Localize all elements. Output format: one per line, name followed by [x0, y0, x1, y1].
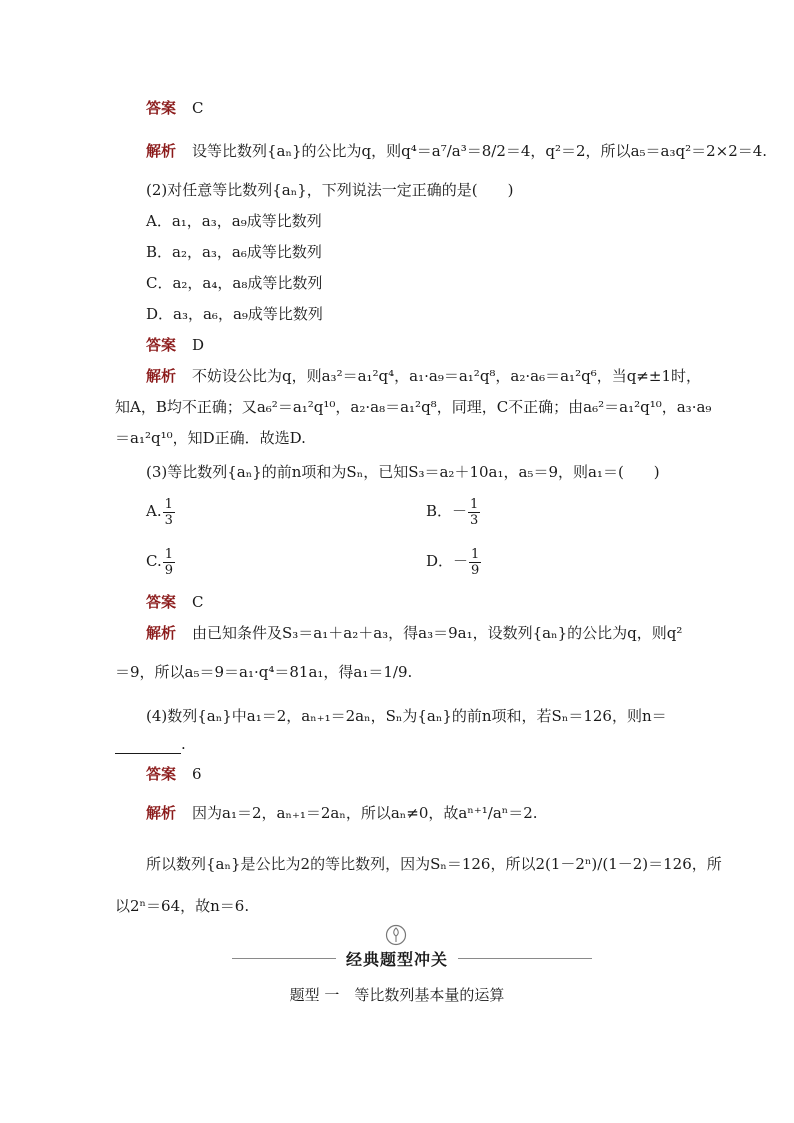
analysis-label: 解析 — [146, 804, 177, 822]
answer-line-4 — [146, 764, 202, 784]
blank-line — [115, 739, 181, 754]
banner-text: 经典题型冲关 — [336, 950, 458, 969]
analysis-line-2a — [146, 366, 701, 386]
denominator: 3 — [164, 512, 173, 528]
section-emblem-icon — [385, 924, 407, 946]
analysis-line-3b: ＝9，所以a₅＝9＝a₁·q⁴＝81a₁，得a₁＝1/9. — [115, 663, 413, 681]
option-fraction — [468, 497, 480, 528]
question-3-option-b — [426, 490, 481, 532]
question-3-stem: (3)等比数列{aₙ}的前n项和为Sₙ，已知S₃＝a₂＋10a₁，a₅＝9，则a₁＝( ) — [146, 463, 660, 481]
denominator: 9 — [164, 562, 173, 578]
analysis-text: 因为a₁＝2，aₙ₊₁＝2aₙ，所以aₙ≠0，故aⁿ⁺¹/aⁿ＝2. — [192, 804, 538, 822]
answer-line-2 — [146, 335, 204, 355]
analysis-line-2c: ＝a₁²q¹⁰，知D正确．故选D. — [115, 429, 306, 447]
analysis-text: 由已知条件及S₃＝a₁＋a₂＋a₃，得a₃＝9a₁，设数列{aₙ}的公比为q，则q² — [192, 624, 683, 642]
answer-label: 答案 — [146, 99, 177, 117]
question-2-option-a: A．a₁，a₃，a₉成等比数列 — [146, 212, 322, 230]
question-3-option-d — [426, 540, 482, 582]
section-banner-title — [0, 947, 794, 970]
option-label: A. — [146, 502, 162, 520]
answer-blank: . — [115, 734, 186, 754]
question-2-option-b: B．a₂，a₃，a₆成等比数列 — [146, 243, 322, 261]
numerator: 1 — [470, 496, 479, 512]
numerator: 1 — [164, 546, 173, 562]
analysis-line-4c: 以2ⁿ＝64，故n＝6. — [115, 897, 250, 915]
answer-line-3 — [146, 592, 204, 612]
section-topic: 题型 一 等比数列基本量的运算 — [289, 986, 505, 1004]
question-3-option-c — [146, 540, 176, 582]
numerator: 1 — [471, 546, 480, 562]
option-label: B． — [426, 502, 453, 520]
option-fraction — [163, 497, 175, 528]
analysis-label: 解析 — [146, 142, 177, 160]
answer-label: 答案 — [146, 336, 177, 354]
option-label: D． — [426, 552, 454, 570]
option-fraction — [469, 547, 481, 578]
option-sign: － — [452, 502, 468, 520]
answer-value: D — [192, 336, 205, 354]
question-3-option-a — [146, 490, 176, 532]
answer-line-1 — [146, 98, 204, 118]
denominator: 3 — [470, 512, 479, 528]
answer-label: 答案 — [146, 593, 177, 611]
option-label: C. — [146, 552, 162, 570]
question-4-stem: (4)数列{aₙ}中a₁＝2，aₙ₊₁＝2aₙ，Sₙ为{aₙ}的前n项和，若Sₙ＝126，则n＝ — [146, 707, 667, 725]
numerator: 1 — [164, 496, 173, 512]
analysis-text: 设等比数列{aₙ}的公比为q，则q⁴＝a⁷/a³＝8/2＝4，q²＝2，所以a₅＝a₃q²＝2×2＝4. — [192, 142, 768, 160]
option-fraction — [163, 547, 175, 578]
option-sign: － — [453, 552, 469, 570]
analysis-label: 解析 — [146, 367, 177, 385]
analysis-label: 解析 — [146, 624, 177, 642]
question-2-stem: (2)对任意等比数列{aₙ}，下列说法一定正确的是( ) — [146, 181, 514, 199]
answer-label: 答案 — [146, 765, 177, 783]
analysis-line-1 — [146, 134, 767, 168]
analysis-line-4a — [146, 803, 538, 823]
answer-value: C — [192, 99, 204, 117]
analysis-line-2b: 知A，B均不正确；又a₆²＝a₁²q¹⁰，a₂·a₈＝a₁²q⁸，同理，C不正确；由a₆²＝a₁²q¹⁰，a₃·a₉ — [115, 398, 712, 416]
question-2-option-d: D．a₃，a₆，a₉成等比数列 — [146, 305, 323, 323]
analysis-line-4b: 所以数列{aₙ}是公比为2的等比数列，因为Sₙ＝126，所以2(1－2ⁿ)/(1－2)＝126，所 — [146, 855, 722, 873]
analysis-text: 不妨设公比为q，则a₃²＝a₁²q⁴，a₁·a₉＝a₁²q⁸，a₂·a₆＝a₁²q⁶，当q≠±1时， — [192, 367, 701, 385]
answer-value: C — [192, 593, 204, 611]
answer-value: 6 — [192, 765, 202, 783]
analysis-line-3a — [146, 623, 682, 643]
question-2-option-c: C．a₂，a₄，a₈成等比数列 — [146, 274, 323, 292]
denominator: 9 — [471, 562, 480, 578]
